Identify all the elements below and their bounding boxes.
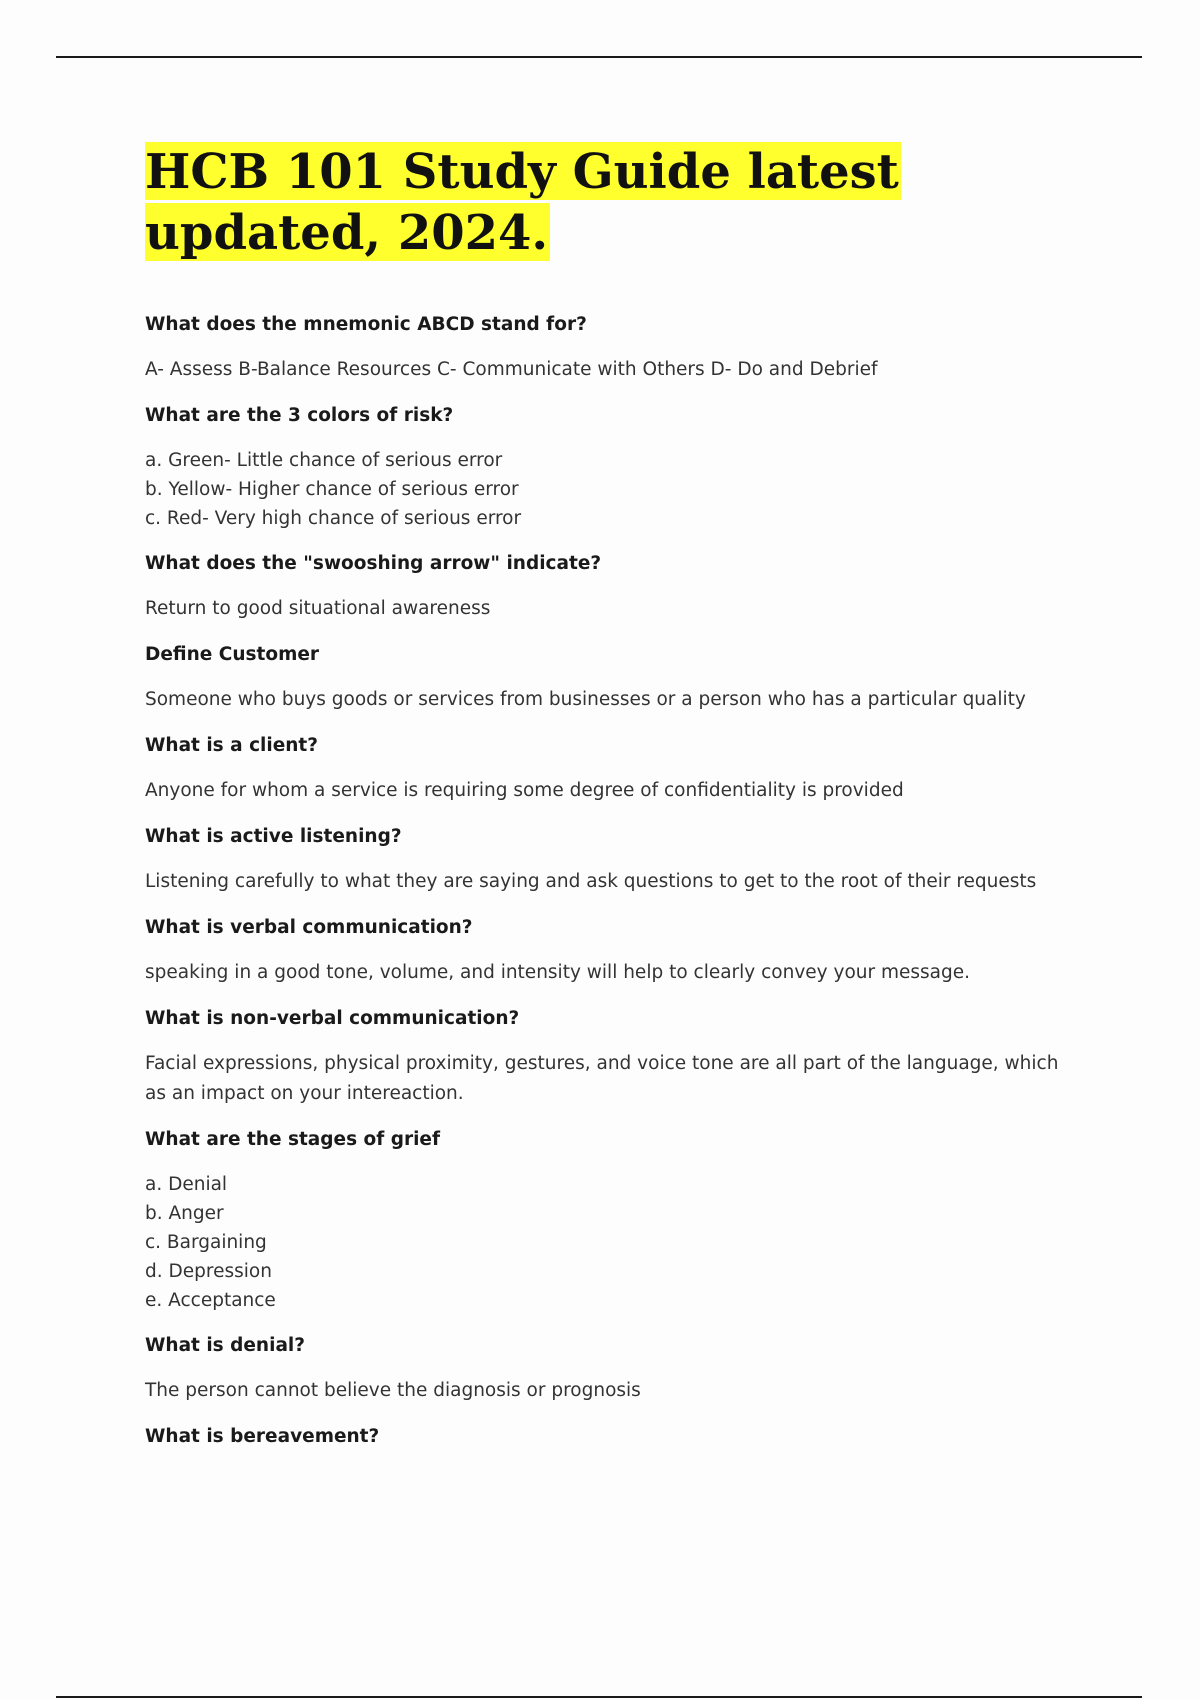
qa-item (145, 549, 1085, 624)
answer-list (145, 446, 1085, 533)
qa-item (145, 310, 1085, 385)
answer-list-item: c. Bargaining (145, 1232, 267, 1253)
qa-item (145, 1125, 1085, 1315)
answer-text: Someone who buys goods or services from businesses or a person who has a particular quality (145, 689, 1026, 710)
question-heading: What are the 3 colors of risk? (145, 405, 454, 426)
question-heading: What is bereavement? (145, 1426, 380, 1447)
answer-list-item: b. Yellow- Higher chance of serious error (145, 479, 519, 500)
answer-text: speaking in a good tone, volume, and intensity will help to clearly convey your message. (145, 962, 971, 983)
top-rule (56, 56, 1142, 58)
answer-text: The person cannot believe the diagnosis or prognosis (145, 1380, 641, 1401)
bottom-rule (56, 1696, 1142, 1698)
answer-list-item: d. Depression (145, 1261, 272, 1282)
qa-item (145, 913, 1085, 988)
question-heading: What is active listening? (145, 826, 402, 847)
answer-list (145, 1170, 1085, 1315)
qa-item (145, 401, 1085, 533)
qa-item (145, 822, 1085, 897)
qa-item (145, 731, 1085, 806)
answer-list-item: a. Green- Little chance of serious error (145, 450, 503, 471)
document-title (145, 142, 1085, 264)
qa-item (145, 1422, 1085, 1451)
answer-text: Facial expressions, physical proximity, gestures, and voice tone are all part of the language, which as an impact on your intereaction. (145, 1053, 1059, 1104)
answer-text: Anyone for whom a service is requiring some degree of confidentiality is provided (145, 780, 904, 801)
question-heading: What are the stages of grief (145, 1129, 441, 1150)
question-heading: What does the mnemonic ABCD stand for? (145, 314, 587, 335)
answer-text: Listening carefully to what they are saying and ask questions to get to the root of their requests (145, 871, 1037, 892)
document-body (145, 142, 1085, 1467)
title-highlight: HCB 101 Study Guide latest updated, 2024. (145, 144, 899, 261)
qa-list (145, 310, 1085, 1451)
qa-item (145, 1004, 1085, 1109)
question-heading: What is non-verbal communication? (145, 1008, 520, 1029)
qa-item (145, 640, 1085, 715)
answer-list-item: c. Red- Very high chance of serious error (145, 508, 522, 529)
answer-list-item: b. Anger (145, 1203, 224, 1224)
question-heading: What is a client? (145, 735, 319, 756)
question-heading: What does the "swooshing arrow" indicate? (145, 553, 602, 574)
question-heading: Define Customer (145, 644, 320, 665)
question-heading: What is denial? (145, 1335, 305, 1356)
question-heading: What is verbal communication? (145, 917, 473, 938)
answer-list-item: e. Acceptance (145, 1290, 276, 1311)
answer-text: A- Assess B-Balance Resources C- Communicate with Others D- Do and Debrief (145, 359, 878, 380)
qa-item (145, 1331, 1085, 1406)
answer-text: Return to good situational awareness (145, 598, 491, 619)
answer-list-item: a. Denial (145, 1174, 228, 1195)
